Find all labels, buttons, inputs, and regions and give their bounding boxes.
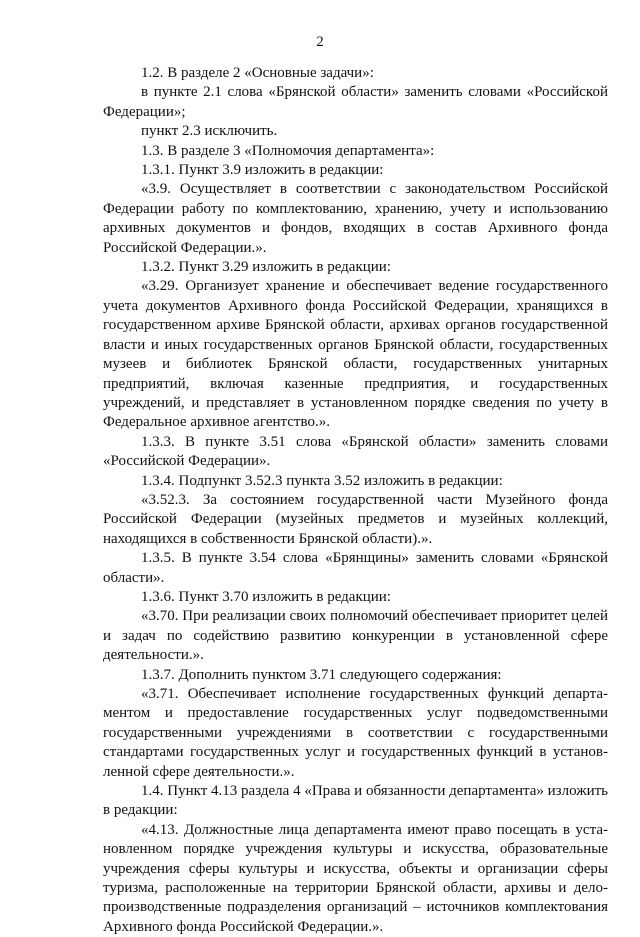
- paragraph: 1.3.5. В пункте 3.54 слова «Брянщины» заменить словами «Брянской области».: [103, 550, 608, 586]
- document-body: [103, 64, 608, 937]
- paragraph: 1.3.3. В пункте 3.51 слова «Брянской области» заменить словами «Российской Федерации».: [103, 433, 608, 470]
- paragraph: «3.52.3. За состоянием государственной части Музейного фонда Российской Федерации (музейных предметов и музейных коллекций, находящихся в собственности Брянской области).».: [103, 491, 608, 547]
- paragraph: 1.2. В разделе 2 «Основные задачи»:: [141, 65, 374, 81]
- paragraph: 1.3.7. Дополнить пунктом 3.71 следующего содержания:: [141, 666, 502, 683]
- page-number: 2: [316, 34, 324, 50]
- paragraph: «3.71. Обеспечивает исполнение государственных функций департаментом и предоставление государственных услуг подведомственными государственными учреждениями в соответствии с государственными стандартами государственных услуг и государственных функций в установленной сфере деятельности.».: [103, 686, 608, 780]
- paragraph: 1.3.6. Пункт 3.70 изложить в редакции:: [141, 588, 391, 605]
- paragraph: «4.13. Должностные лица департамента имеют право посещать в установленном порядке учреждения культуры и искусства, образовательные учреждения сферы культуры и искусства, объекты и организации сферы туризма, расположенные на территории Брянской области, архивы и делопроизводственные подразделения организаций – источников комплектования Архивного фонда Российской Федерации.».: [103, 821, 608, 935]
- paragraph: 1.3.4. Подпункт 3.52.3 пункта 3.52 изложить в редакции:: [141, 472, 503, 489]
- paragraph: 1.4. Пункт 4.13 раздела 4 «Права и обязанности департамента» изложить в редакции:: [103, 783, 608, 819]
- paragraph: 1.3.1. Пункт 3.9 изложить в редакции:: [141, 162, 384, 179]
- paragraph: пункт 2.3 исключить.: [141, 123, 278, 140]
- paragraph: 1.3. В разделе 3 «Полномочия департамента»:: [141, 142, 435, 159]
- paragraph: 1.3.2. Пункт 3.29 изложить в редакции:: [141, 259, 391, 276]
- paragraph: «3.70. При реализации своих полномочий обеспечивает приоритет целей и задач по содействию развитию конкуренции в установленной сфере деятельности.».: [103, 608, 608, 664]
- paragraph: «3.9. Осуществляет в соответствии с законодательством Российской Федерации работу по комплектованию, хранению, учету и использованию архивных документов и фондов, входящих в состав Архивного фонда Российской Федерации.».: [103, 181, 608, 256]
- paragraph: «3.29. Организует хранение и обеспечивает ведение государственного учета документов Архивного фонда Российской Федерации, хранящихся в государственном архиве Брянской области, архивах органов государственной власти и иных государственных органов Брянской области, государственных музеев и библиотек Брянской области, государственных унитарных предприятий, включая казенные предприятия, и государственных учреждений, и представляет в установленном порядке сведения по учету в Федеральное архивное агентство.».: [103, 278, 608, 431]
- paragraph: в пункте 2.1 слова «Брянской области» заменить словами «Российской Федерации»;: [103, 84, 608, 120]
